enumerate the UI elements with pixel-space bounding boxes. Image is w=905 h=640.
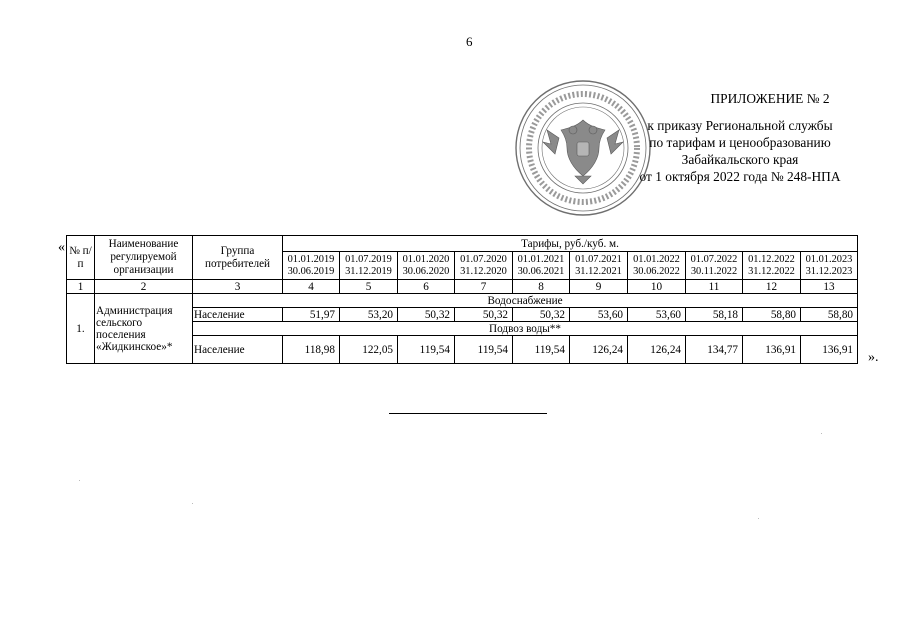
appendix-line: к приказу Региональной службы xyxy=(647,118,833,133)
tariff-value: 118,98 xyxy=(283,336,340,364)
period-from: 01.07.2020 xyxy=(460,253,507,265)
tariff-value: 53,60 xyxy=(628,308,686,322)
period-from: 01.07.2021 xyxy=(575,253,622,265)
tariff-table xyxy=(66,235,858,364)
column-number: 3 xyxy=(193,280,283,294)
tariff-value: 126,24 xyxy=(628,336,686,364)
scan-speck xyxy=(821,433,822,434)
column-number: 13 xyxy=(801,280,858,294)
period-cell xyxy=(283,252,340,280)
scan-speck xyxy=(758,518,759,519)
tariff-value: 134,77 xyxy=(686,336,743,364)
period-to: 31.12.2019 xyxy=(345,265,392,277)
page-number: 6 xyxy=(466,34,473,49)
period-from: 01.01.2022 xyxy=(633,253,680,265)
tariff-value: 58,80 xyxy=(801,308,858,322)
tariff-value: 58,80 xyxy=(743,308,801,322)
period-cell xyxy=(686,252,743,280)
period-cell xyxy=(398,252,455,280)
period-from: 01.01.2019 xyxy=(287,253,335,265)
period-cell xyxy=(340,252,398,280)
consumer-group: Население xyxy=(193,308,283,322)
appendix-line: от 1 октября 2022 года № 248-НПА xyxy=(639,169,841,184)
tariff-value: 50,32 xyxy=(513,308,570,322)
scan-speck xyxy=(192,503,193,504)
header-tariffs: Тарифы, руб./куб. м. xyxy=(283,236,858,252)
column-number: 2 xyxy=(95,280,193,294)
appendix-line: по тарифам и ценообразованию xyxy=(649,135,831,150)
period-to: 30.06.2022 xyxy=(633,265,680,277)
period-cell xyxy=(801,252,858,280)
period-to: 31.12.2021 xyxy=(575,265,622,277)
period-to: 30.11.2022 xyxy=(690,265,738,277)
column-number: 7 xyxy=(455,280,513,294)
period-cell xyxy=(455,252,513,280)
row-number: 1. xyxy=(67,294,95,364)
scan-speck xyxy=(79,480,80,481)
footer-divider xyxy=(389,413,547,414)
column-number: 9 xyxy=(570,280,628,294)
tariff-value: 122,05 xyxy=(340,336,398,364)
tariff-value: 50,32 xyxy=(398,308,455,322)
closing-quote: ». xyxy=(868,350,879,365)
period-from: 01.07.2019 xyxy=(345,253,392,265)
column-number: 12 xyxy=(743,280,801,294)
column-number: 5 xyxy=(340,280,398,294)
period-to: 30.06.2021 xyxy=(517,265,565,277)
tariff-value: 51,97 xyxy=(283,308,340,322)
tariff-value: 58,18 xyxy=(686,308,743,322)
tariff-value: 50,32 xyxy=(455,308,513,322)
period-to: 31.12.2023 xyxy=(805,265,853,277)
period-to: 30.06.2020 xyxy=(402,265,450,277)
period-to: 30.06.2019 xyxy=(287,265,335,277)
section-title: Водоснабжение xyxy=(193,294,858,308)
column-number: 6 xyxy=(398,280,455,294)
period-cell xyxy=(570,252,628,280)
tariff-value: 119,54 xyxy=(398,336,455,364)
period-cell xyxy=(513,252,570,280)
tariff-value: 119,54 xyxy=(513,336,570,364)
column-number: 1 xyxy=(67,280,95,294)
tariff-value: 126,24 xyxy=(570,336,628,364)
period-from: 01.01.2023 xyxy=(805,253,853,265)
column-number: 11 xyxy=(686,280,743,294)
tariff-value: 136,91 xyxy=(801,336,858,364)
tariff-value: 53,60 xyxy=(570,308,628,322)
tariff-value: 136,91 xyxy=(743,336,801,364)
header-group: Группа потребителей xyxy=(193,236,283,280)
period-from: 01.07.2022 xyxy=(690,253,738,265)
column-number: 10 xyxy=(628,280,686,294)
period-to: 31.12.2022 xyxy=(748,265,795,277)
period-from: 01.01.2021 xyxy=(517,253,565,265)
period-cell xyxy=(743,252,801,280)
appendix-title: ПРИЛОЖЕНИЕ № 2 xyxy=(710,91,830,106)
period-from: 01.12.2022 xyxy=(748,253,795,265)
header-org: Наименование регулируемой организации xyxy=(95,236,193,280)
period-from: 01.01.2020 xyxy=(402,253,450,265)
tariff-value: 119,54 xyxy=(455,336,513,364)
period-cell xyxy=(628,252,686,280)
column-number: 4 xyxy=(283,280,340,294)
tariff-value: 53,20 xyxy=(340,308,398,322)
section-title: Подвоз воды** xyxy=(193,322,858,336)
organization-name: Администрация сельского поселения «Жидкинское»* xyxy=(95,294,193,364)
column-number: 8 xyxy=(513,280,570,294)
appendix-block xyxy=(610,90,870,185)
opening-quote: « xyxy=(58,240,65,255)
period-to: 31.12.2020 xyxy=(460,265,507,277)
consumer-group: Население xyxy=(193,336,283,364)
header-num: № п/п xyxy=(67,236,95,280)
appendix-line: Забайкальского края xyxy=(681,152,799,167)
